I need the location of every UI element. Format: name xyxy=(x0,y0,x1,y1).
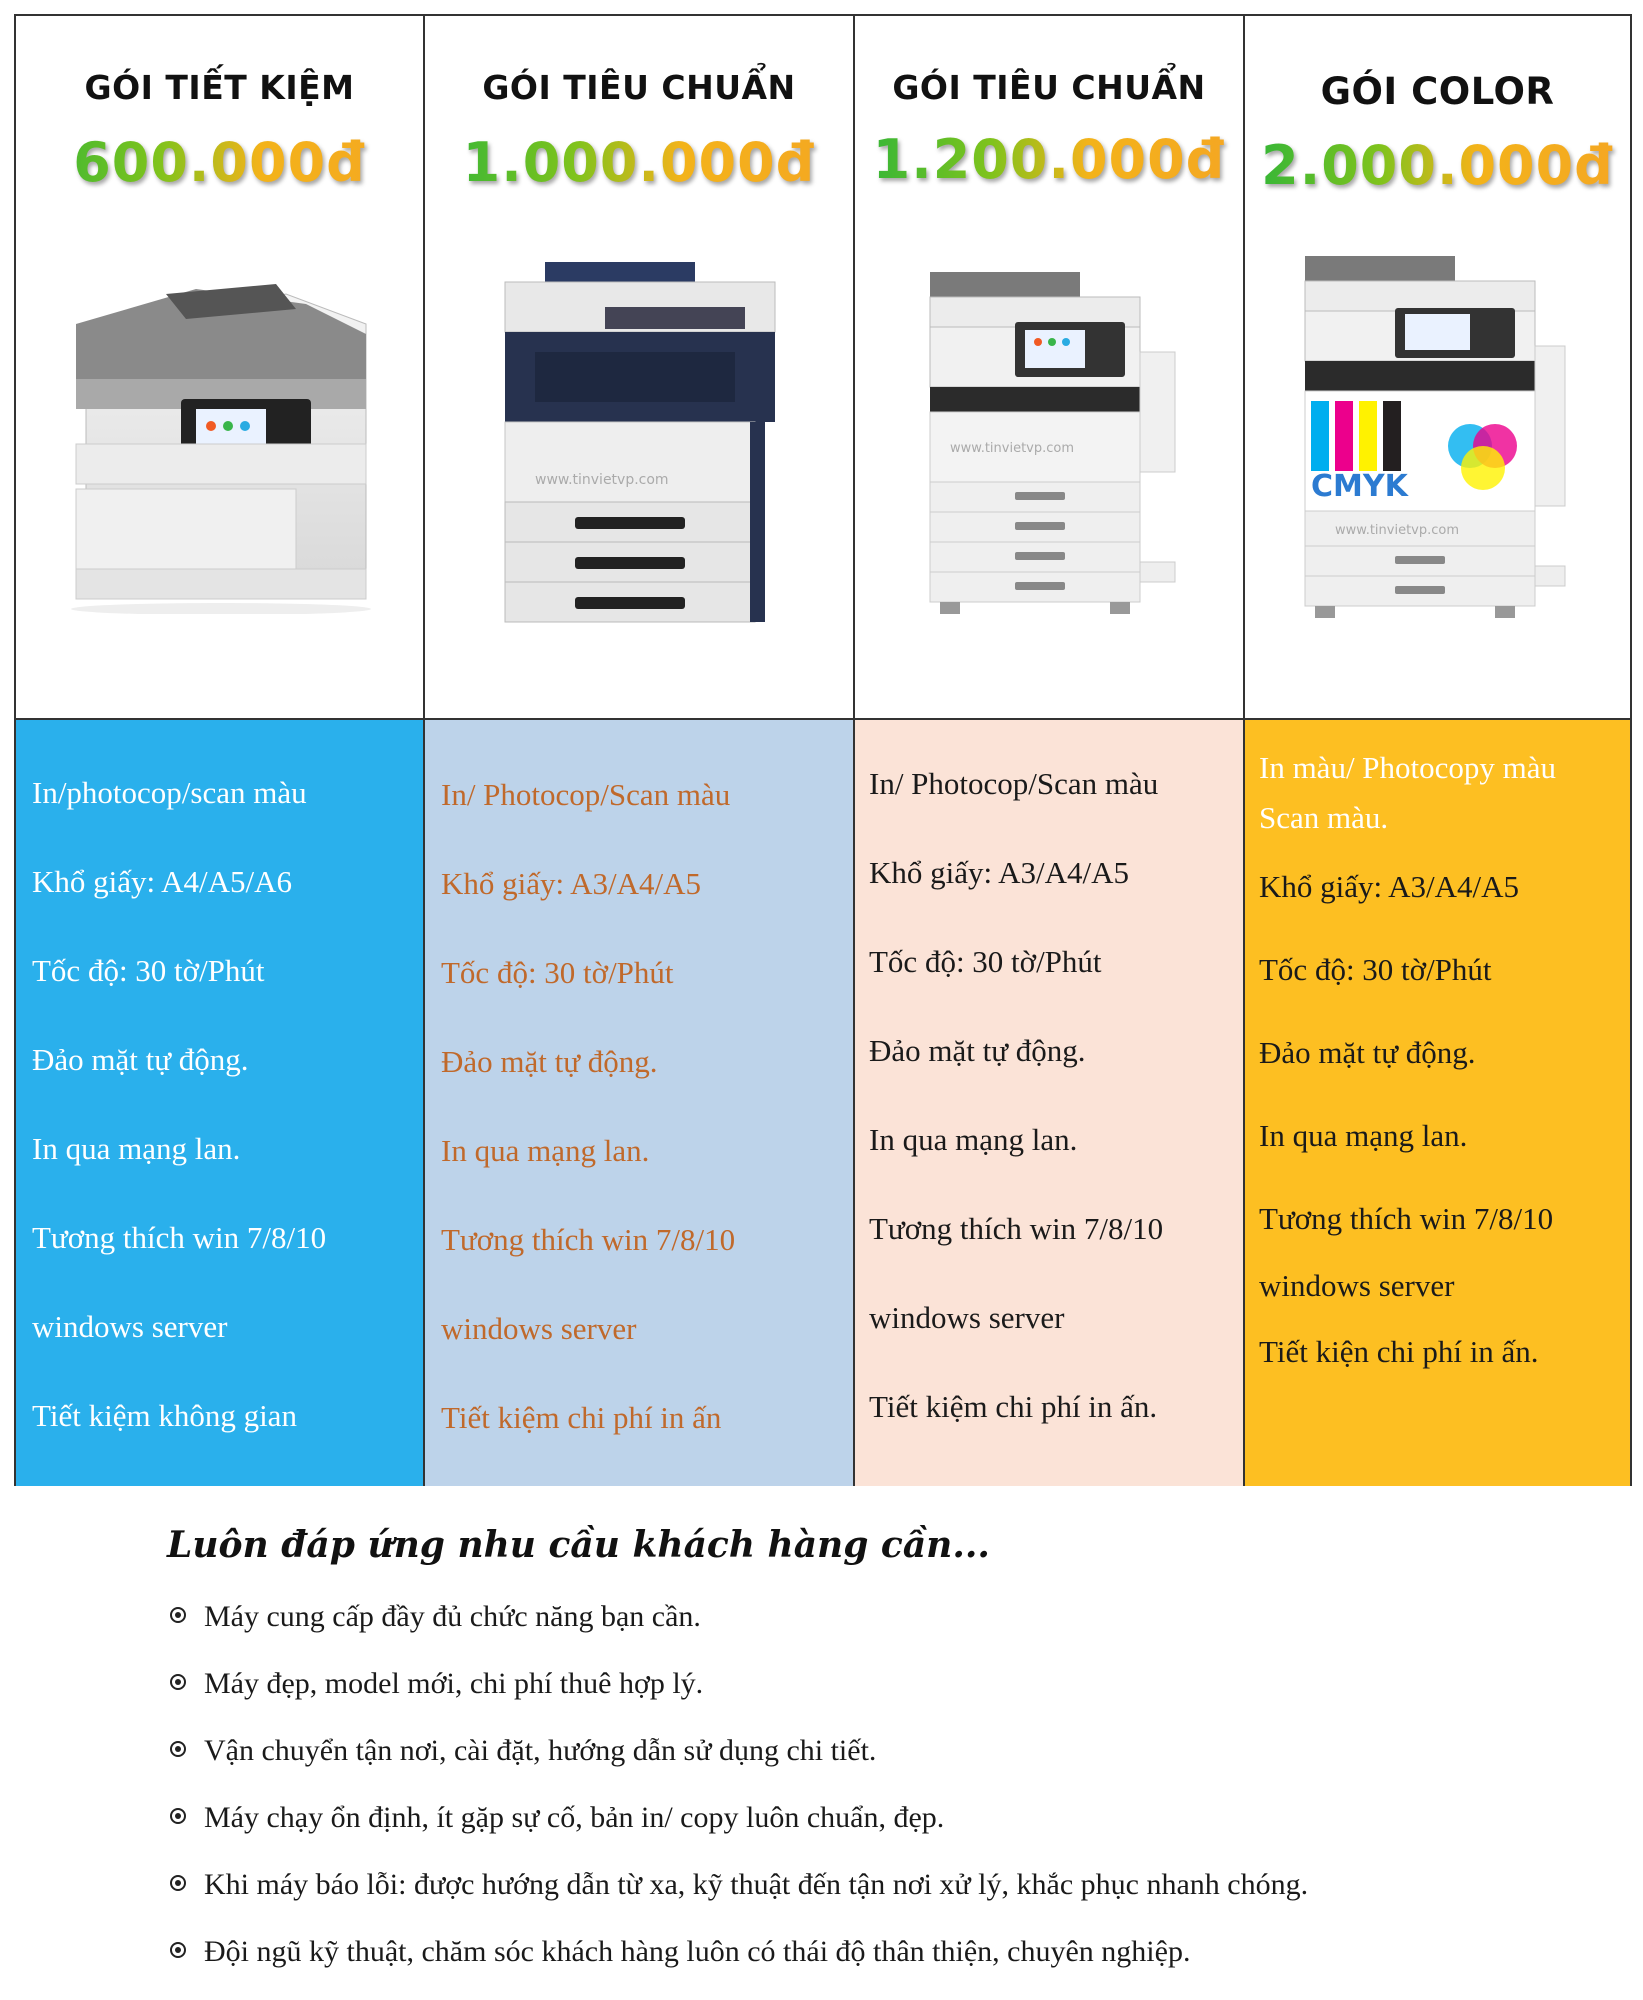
package-features xyxy=(16,720,423,1486)
feature-item: windows server xyxy=(1259,1268,1455,1303)
copier-image xyxy=(1295,246,1575,646)
list-item xyxy=(170,1600,701,1634)
package-name: GÓI COLOR xyxy=(1320,70,1555,113)
package-name: GÓI TIÊU CHUẨN xyxy=(892,68,1206,107)
feature-item: In qua mạng lan. xyxy=(441,1133,650,1168)
package-column-color xyxy=(1245,16,1630,1484)
list-item xyxy=(170,1868,1308,1902)
feature-item: Đảo mặt tự động. xyxy=(441,1044,658,1079)
feature-item: Đảo mặt tự động. xyxy=(869,1033,1086,1068)
feature-item: In qua mạng lan. xyxy=(869,1122,1078,1157)
feature-item: In màu/ Photocopy màu Scan màu. xyxy=(1259,750,1557,835)
package-name: GÓI TIÊU CHUẨN xyxy=(482,68,796,107)
watermark: www.tinvietvp.com xyxy=(950,441,1075,456)
feature-item: Khổ giấy: A3/A4/A5 xyxy=(1259,869,1520,904)
package-header xyxy=(16,16,423,720)
feature-item: Tiết kiện chi phí in ấn. xyxy=(1259,1334,1539,1369)
feature-item: Tiết kiệm chi phí in ấn xyxy=(441,1400,722,1435)
benefit-text: Máy cung cấp đầy đủ chức năng bạn cần. xyxy=(204,1600,701,1633)
feature-item: Tương thích win 7/8/10 xyxy=(441,1222,736,1257)
feature-item: Tương thích win 7/8/10 xyxy=(1259,1201,1554,1236)
feature-item: In qua mạng lan. xyxy=(32,1131,241,1166)
feature-item: In/ Photocop/Scan màu xyxy=(869,766,1159,801)
feature-item: Khổ giấy: A3/A4/A5 xyxy=(869,855,1130,890)
list-item xyxy=(170,1667,703,1701)
list-item xyxy=(170,1801,944,1835)
feature-item: windows server xyxy=(441,1311,637,1346)
feature-item: windows server xyxy=(869,1300,1065,1335)
list-item xyxy=(170,1734,876,1768)
package-features xyxy=(855,720,1243,1486)
feature-item: Khổ giấy: A3/A4/A5 xyxy=(441,866,702,901)
package-column-tiet-kiem xyxy=(16,16,425,1484)
pricing-table xyxy=(14,14,1632,1486)
package-column-tieu-chuan-2 xyxy=(855,16,1245,1484)
feature-item: windows server xyxy=(32,1309,228,1344)
feature-item: In qua mạng lan. xyxy=(1259,1118,1468,1153)
package-column-tieu-chuan-1 xyxy=(425,16,855,1484)
feature-item: Tương thích win 7/8/10 xyxy=(869,1211,1164,1246)
package-price: 1.200.000đ xyxy=(855,128,1243,191)
copier-image xyxy=(485,252,795,632)
benefit-text: Khi máy báo lỗi: được hướng dẫn từ xa, kỹ thuật đến tận nơi xử lý, khắc phục nhanh chóng. xyxy=(204,1868,1309,1901)
feature-item: In/photocop/scan màu xyxy=(32,775,307,810)
watermark: www.tinvietvp.com xyxy=(535,472,669,488)
feature-item: Tốc độ: 30 tờ/Phút xyxy=(869,944,1102,979)
feature-item: Khổ giấy: A4/A5/A6 xyxy=(32,864,293,899)
package-header xyxy=(425,16,853,720)
package-features xyxy=(1245,720,1630,1486)
bullet-icon xyxy=(170,1741,186,1757)
benefit-text: Đội ngũ kỹ thuật, chăm sóc khách hàng luôn có thái độ thân thiện, chuyên nghiệp. xyxy=(204,1935,1191,1968)
benefits-title: Luôn đáp ứng nhu cầu khách hàng cần... xyxy=(167,1524,990,1566)
package-features xyxy=(425,720,853,1486)
feature-item: Tốc độ: 30 tờ/Phút xyxy=(32,953,265,988)
package-header xyxy=(1245,16,1630,720)
feature-item: Đảo mặt tự động. xyxy=(32,1042,249,1077)
copier-image xyxy=(920,262,1190,622)
watermark: www.tinvietvp.com xyxy=(1335,523,1460,538)
bullet-icon xyxy=(170,1875,186,1891)
benefit-text: Vận chuyển tận nơi, cài đặt, hướng dẫn sử dụng chi tiết. xyxy=(204,1734,877,1767)
feature-item: Tiết kiệm chi phí in ấn. xyxy=(869,1389,1158,1424)
feature-item: Tiết kiệm không gian xyxy=(32,1398,297,1433)
feature-item: In/ Photocop/Scan màu xyxy=(441,777,731,812)
benefit-text: Máy chạy ổn định, ít gặp sự cố, bản in/ copy luôn chuẩn, đẹp. xyxy=(204,1801,945,1834)
feature-item: Tốc độ: 30 tờ/Phút xyxy=(1259,952,1492,987)
feature-item: Đảo mặt tự động. xyxy=(1259,1035,1476,1070)
list-item xyxy=(170,1935,1190,1969)
feature-item: Tốc độ: 30 tờ/Phút xyxy=(441,955,674,990)
package-price: 600.000đ xyxy=(16,131,423,194)
cmyk-label: CMYK xyxy=(1311,469,1408,504)
benefit-text: Máy đẹp, model mới, chi phí thuê hợp lý. xyxy=(204,1667,704,1700)
feature-item: Tương thích win 7/8/10 xyxy=(32,1220,327,1255)
bullet-icon xyxy=(170,1607,186,1623)
package-price: 1.000.000đ xyxy=(425,131,853,194)
bullet-icon xyxy=(170,1942,186,1958)
bullet-icon xyxy=(170,1674,186,1690)
copier-image xyxy=(46,274,396,614)
package-name: GÓI TIẾT KIỆM xyxy=(84,68,355,107)
package-price: 2.000.000đ xyxy=(1245,134,1630,197)
package-header xyxy=(855,16,1243,720)
bullet-icon xyxy=(170,1808,186,1824)
